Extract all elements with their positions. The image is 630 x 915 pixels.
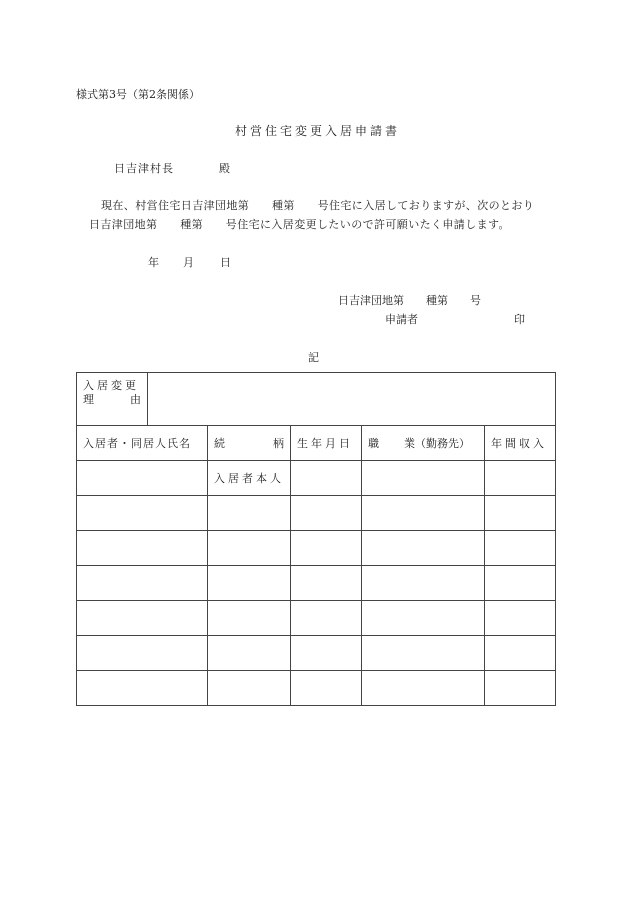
cell[interactable] xyxy=(291,601,362,636)
table-row xyxy=(77,566,556,601)
cell[interactable] xyxy=(77,531,208,566)
cell[interactable] xyxy=(77,636,208,671)
cell[interactable] xyxy=(362,496,485,531)
date-month: 月 xyxy=(183,256,194,269)
cell[interactable] xyxy=(208,671,291,706)
cell[interactable] xyxy=(362,461,485,496)
table-row xyxy=(77,671,556,706)
cell[interactable] xyxy=(77,461,208,496)
date-year: 年 xyxy=(148,256,159,269)
cell[interactable] xyxy=(291,496,362,531)
ki-heading: 記 xyxy=(308,351,319,364)
cell-self: 入居者本人 xyxy=(208,461,291,496)
cell[interactable] xyxy=(77,566,208,601)
cell[interactable] xyxy=(362,566,485,601)
header-relation-b: 柄 xyxy=(273,437,284,450)
cell[interactable] xyxy=(485,461,556,496)
header-relation xyxy=(208,426,291,461)
cell[interactable] xyxy=(362,601,485,636)
header-job-b: 業（勤務先） xyxy=(404,437,470,450)
reason-label-ri: 理 xyxy=(83,393,94,406)
cell[interactable] xyxy=(208,531,291,566)
resident-table xyxy=(76,372,556,706)
cell[interactable] xyxy=(485,671,556,706)
reason-label-line1: 入居変更 xyxy=(83,379,139,392)
applicant-address: 日吉津団地第 種第 号 xyxy=(338,294,481,307)
cell[interactable] xyxy=(485,636,556,671)
cell[interactable] xyxy=(208,566,291,601)
cell[interactable] xyxy=(291,461,362,496)
body-line-2: 日吉津団地第 種第 号住宅に入居変更したいので許可願いたく申請します。 xyxy=(89,218,510,231)
header-birth: 生年月日 xyxy=(291,426,362,461)
table-row xyxy=(77,461,556,496)
cell[interactable] xyxy=(77,671,208,706)
header-name: 入居者・同居人氏名 xyxy=(77,426,208,461)
header-relation-a: 続 xyxy=(214,437,225,450)
cell[interactable] xyxy=(77,601,208,636)
header-job xyxy=(362,426,485,461)
cell[interactable] xyxy=(362,636,485,671)
document-title: 村営住宅変更入居申請書 xyxy=(235,124,401,138)
cell[interactable] xyxy=(291,671,362,706)
honorific: 殿 xyxy=(219,162,230,175)
header-job-a: 職 xyxy=(368,437,382,450)
table-row xyxy=(77,531,556,566)
cell[interactable] xyxy=(485,531,556,566)
header-row xyxy=(77,426,556,461)
cell[interactable] xyxy=(208,496,291,531)
cell[interactable] xyxy=(362,671,485,706)
cell[interactable] xyxy=(291,531,362,566)
table-row xyxy=(77,496,556,531)
date-day: 日 xyxy=(220,256,231,269)
body-line-1: 現在、村営住宅日吉津団地第 種第 号住宅に入居しておりますが、次のとおり xyxy=(101,199,535,212)
reason-label xyxy=(77,373,148,425)
addressee: 日吉津村長 xyxy=(114,162,174,175)
reason-row xyxy=(77,373,556,426)
cell[interactable] xyxy=(208,601,291,636)
cell[interactable] xyxy=(485,566,556,601)
applicant-label: 申請者 xyxy=(385,313,418,326)
cell[interactable] xyxy=(362,531,485,566)
cell[interactable] xyxy=(208,636,291,671)
cell[interactable] xyxy=(485,601,556,636)
table-row xyxy=(77,636,556,671)
cell[interactable] xyxy=(485,496,556,531)
cell[interactable] xyxy=(77,496,208,531)
header-income: 年間収入 xyxy=(485,426,556,461)
form-number: 様式第3号（第2条関係） xyxy=(76,88,200,101)
reason-input[interactable] xyxy=(149,373,555,425)
cell[interactable] xyxy=(291,566,362,601)
seal-mark: 印 xyxy=(514,313,525,326)
reason-label-yu: 由 xyxy=(130,393,141,406)
table-row xyxy=(77,601,556,636)
cell[interactable] xyxy=(291,636,362,671)
